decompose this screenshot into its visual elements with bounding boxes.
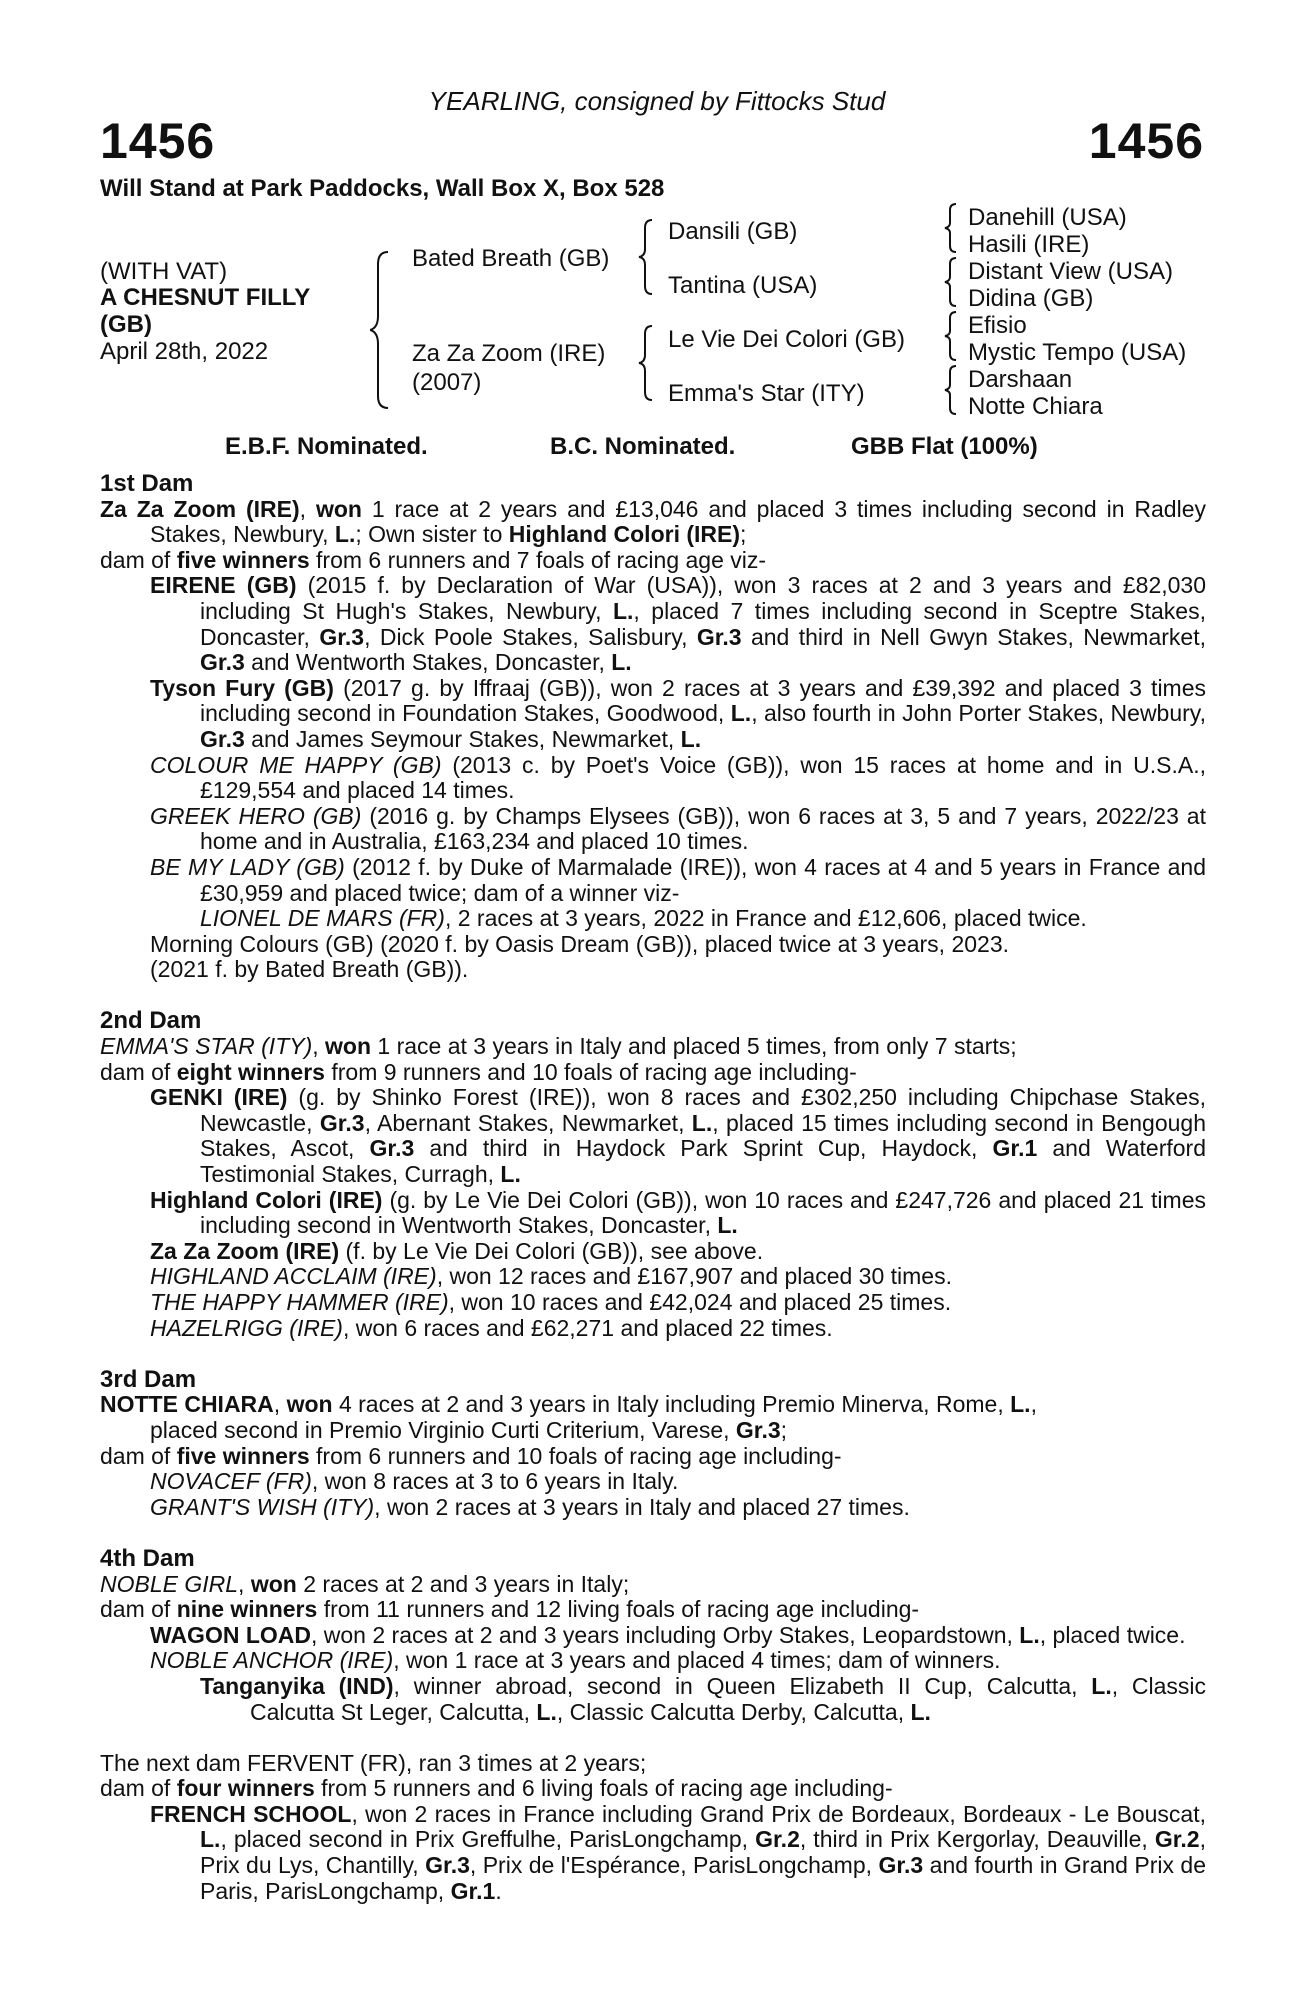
record-text: dam of: [100, 1058, 177, 1085]
produce-the-happy-hammer: [100, 1290, 1206, 1316]
produce-french-school: [100, 1802, 1206, 1904]
second-dam-record: EMMA'S STAR (ITY), won 1 race at 3 years in Italy and placed 5 times, from only 7 starts;: [100, 1033, 1017, 1060]
pedigree-brace-g34: [944, 256, 962, 308]
produce-novacef: [100, 1469, 1206, 1495]
grandproduce-lionel-de-mars: [100, 906, 1206, 932]
grade-label: Gr.3: [696, 623, 742, 650]
produce-hazelrigg: [100, 1316, 1206, 1342]
record-text: , won 10 races and £42,024 and placed 25 times.: [448, 1289, 952, 1315]
grade-label: L.: [1010, 1391, 1031, 1418]
first-dam-produce-summary: [100, 548, 1206, 574]
record-text: and third in Haydock Park Sprint Cup, Haydock,: [414, 1135, 993, 1162]
produce-wagon-load: [100, 1623, 1206, 1649]
record-text: 2 races at 2 and 3 years in Italy;: [296, 1570, 630, 1597]
grade-label: Gr.3: [425, 1852, 470, 1879]
record-text: (2015 f. by Declaration of War (USA)), won 3 races at 2 and 3 years and £82,030 including St Hugh's Stakes, Newbury,: [200, 572, 1206, 624]
grade-label: L.: [611, 649, 632, 676]
produce-grants-wish: [100, 1495, 1206, 1521]
second-dam-name: EMMA'S STAR (ITY): [100, 1033, 313, 1060]
produce-name: LIONEL DE MARS (FR): [200, 905, 445, 932]
record-text: ;: [740, 521, 747, 548]
record-text: , won 2 races at 2 and 3 years including Orby Stakes, Leopardstown,: [311, 1621, 1020, 1648]
winners-count: five winners: [176, 1442, 310, 1469]
record-text: and third in Nell Gwyn Stakes, Newmarket,: [741, 623, 1206, 650]
produce-name: Highland Colori (IRE): [150, 1186, 383, 1213]
produce-name: Za Za Zoom (IRE): [150, 1237, 340, 1264]
record-text: and James Seymour Stakes, Newmarket,: [244, 725, 681, 752]
stand-location: Will Stand at Park Paddocks, Wall Box X, Box 528: [100, 175, 665, 202]
record-text: dam of: [100, 1775, 177, 1802]
record-text: 1 race at 2 years and £13,046 and placed 3 times including second in Radley Stakes, Newbury,: [150, 495, 1206, 548]
record-text: , also fourth in John Porter Stakes, Newbury,: [751, 700, 1206, 727]
third-dam-record: NOTTE CHIARA, won 4 races at 2 and 3 years in Italy including Premio Minerva, Rome, L.,: [100, 1391, 1037, 1418]
record-text: , Dick Poole Stakes, Salisbury,: [364, 623, 697, 650]
record-text: from 11 runners and 12 living foals of racing age including-: [317, 1596, 920, 1623]
record-text: from 9 runners and 10 foals of racing age including-: [324, 1058, 857, 1085]
record-text: and Waterford Testimonial Stakes, Curragh,: [200, 1135, 1206, 1188]
second-dam-heading: 2nd Dam: [100, 1007, 202, 1035]
produce-highland-acclaim: [100, 1264, 1206, 1290]
grade-label: L.: [730, 700, 752, 727]
first-dam-record: Za Za Zoom (IRE), won 1 race at 2 years and £13,046 and placed 3 times including second in Radley Stakes, Newbury, L.; Own sister to Highland Colori (IRE);: [100, 495, 1206, 548]
record-text: dam of: [100, 546, 177, 573]
record-text: , winner abroad, second in Queen Elizabeth II Cup, Calcutta,: [393, 1672, 1092, 1699]
record-text: , placed second in Prix Greffulhe, ParisLongchamp,: [220, 1826, 756, 1853]
produce-za-za-zoom: [100, 1239, 1206, 1265]
grade-label: L.: [500, 1161, 521, 1188]
record-text: and fourth in Grand Prix de Paris, ParisLongchamp,: [200, 1852, 1206, 1904]
record-text: (2012 f. by Duke of Marmalade (IRE)), won 4 races at 4 and 5 years in France and £30,959 and placed twice; dam of a winner viz-: [200, 853, 1206, 906]
produce-name: HAZELRIGG (IRE): [150, 1314, 343, 1341]
record-text: from 6 runners and 7 foals of racing age viz-: [309, 546, 767, 573]
third-dam-heading: 3rd Dam: [100, 1365, 197, 1393]
produce-greek-hero: [100, 804, 1206, 855]
winners-count: four winners: [176, 1775, 315, 1802]
grade-label: L.: [200, 1826, 221, 1853]
pedigree-brace-g12: [944, 202, 962, 254]
record-text: , third in Prix Kergorlay, Deauville,: [799, 1826, 1155, 1853]
grade-label: L.: [536, 1698, 557, 1725]
record-text: , won 2 races in France including Grand Prix de Bordeaux, Bordeaux - Le Bouscat,: [351, 1800, 1206, 1827]
record-text: , won 1 race at 3 years and placed 4 times; dam of winners.: [393, 1647, 1001, 1674]
grandsire-5: Efisio: [968, 312, 1027, 339]
grade-label: L.: [910, 1698, 931, 1725]
grade-label: L.: [334, 521, 356, 548]
produce-morning-colours: Morning Colours (GB) (2020 f. by Oasis Dream (GB)), placed twice at 3 years, 2023.: [150, 930, 1009, 957]
produce-eirene: [100, 573, 1206, 675]
grade-label: Gr.2: [755, 1826, 800, 1853]
record-text: from 6 runners and 10 foals of racing age including-: [309, 1442, 842, 1469]
record-text: (f. by Le Vie Dei Colori (GB)), see above.: [339, 1237, 764, 1264]
record-text: and Wentworth Stakes, Doncaster,: [244, 649, 612, 676]
grade-label: Gr.3: [200, 649, 245, 676]
produce-name: FRENCH SCHOOL: [150, 1800, 352, 1827]
fourth-dam-record: NOBLE GIRL, won 2 races at 2 and 3 years in Italy;: [100, 1570, 630, 1597]
grade-label: Gr.3: [319, 623, 365, 650]
grade-label: L.: [1091, 1672, 1112, 1699]
won-label: won: [286, 1391, 333, 1418]
winners-count: nine winners: [176, 1596, 318, 1623]
fourth-dam-produce-summary: [100, 1597, 1206, 1623]
horse-title-line2: (GB): [100, 311, 152, 338]
grade-label: L.: [691, 1109, 713, 1136]
grandsire-7: Darshaan: [968, 366, 1073, 393]
record-text: , won 6 races and £62,271 and placed 22 times.: [342, 1314, 833, 1341]
record-text: from 5 runners and 6 living foals of racing age including-: [314, 1775, 893, 1802]
record-text: , placed 7 times including second in Sceptre Stakes, Doncaster,: [200, 597, 1206, 650]
grade-label: Gr.1: [992, 1135, 1038, 1162]
winners-count: eight winners: [176, 1058, 325, 1085]
next-dam-produce-summary: [100, 1776, 1206, 1802]
record-text: , placed twice.: [1039, 1621, 1186, 1648]
grade-label: Gr.3: [735, 1416, 781, 1443]
produce-name: NOBLE ANCHOR (IRE): [150, 1647, 394, 1674]
record-text: .: [495, 1877, 502, 1904]
pedigree-brace-sire: [638, 218, 658, 296]
vat-note: (WITH VAT): [100, 258, 228, 285]
grade-label: L.: [717, 1212, 738, 1239]
pedigree-brace-g78: [944, 364, 962, 416]
grade-label: Gr.3: [319, 1109, 365, 1136]
record-text: , won 12 races and £167,907 and placed 30 times.: [436, 1263, 952, 1290]
produce-name: GRANT'S WISH (ITY): [150, 1493, 375, 1520]
sire-dam-name: Tantina (USA): [668, 272, 818, 299]
produce-name: Tanganyika (IND): [200, 1672, 394, 1699]
record-text: (2017 g. by Iffraaj (GB)), won 2 races at 3 years and £39,392 and placed 3 times including second in Foundation Stakes, Goodwood,: [200, 674, 1207, 727]
third-dam-name: NOTTE CHIARA: [100, 1391, 274, 1418]
record-text: , Abernant Stakes, Newmarket,: [364, 1109, 692, 1136]
first-dam-name: Za Za Zoom (IRE): [100, 495, 300, 522]
produce-colour-me-happy: [100, 753, 1206, 804]
produce-noble-anchor: [100, 1648, 1206, 1674]
record-text: placed second in Premio Virginio Curti Criterium, Varese,: [150, 1416, 736, 1443]
third-dam-record-cont: [100, 1418, 1206, 1444]
grade-label: Gr.3: [200, 725, 245, 752]
bc-nomination: B.C. Nominated.: [550, 433, 736, 460]
grade-label: Gr.1: [450, 1877, 496, 1904]
record-text: , Prix de l'Espérance, ParisLongchamp,: [469, 1852, 879, 1879]
record-text: dam of: [100, 1596, 177, 1623]
pedigree-brace-g56: [944, 310, 962, 362]
dam-name: Za Za Zoom (IRE): [412, 340, 606, 367]
record-text: (2016 g. by Champs Elysees (GB)), won 6 races at 3, 5 and 7 years, 2022/23 at home and in Australia, £163,234 and placed 10 times.: [200, 802, 1206, 855]
next-dam-record: The next dam FERVENT (FR), ran 3 times at 2 years;: [100, 1749, 647, 1776]
grandproduce-tanganyika: [100, 1674, 1206, 1725]
record-text: , placed 15 times including second in Bengough Stakes, Ascot,: [200, 1109, 1207, 1162]
grade-label: L.: [612, 597, 634, 624]
produce-name: BE MY LADY (GB): [150, 853, 345, 880]
produce-name: WAGON LOAD: [150, 1621, 311, 1648]
granddam-2: Hasili (IRE): [968, 231, 1090, 258]
fourth-dam-heading: 4th Dam: [100, 1544, 195, 1572]
grade-label: L.: [680, 725, 702, 752]
produce-record: [100, 471, 1206, 1904]
produce-name: NOVACEF (FR): [150, 1468, 312, 1495]
lot-number-left: 1456: [100, 113, 216, 169]
produce-2021-filly: (2021 f. by Bated Breath (GB)).: [150, 956, 469, 983]
sire-name: Bated Breath (GB): [412, 245, 610, 272]
produce-be-my-lady: [100, 855, 1206, 906]
pedigree-brace-dam: [638, 324, 658, 402]
first-dam-heading: 1st Dam: [100, 470, 194, 497]
produce-highland-colori: [100, 1188, 1206, 1239]
won-label: won: [325, 1033, 372, 1060]
produce-name: GENKI (IRE): [150, 1084, 288, 1111]
dam-sire-name: Le Vie Dei Colori (GB): [668, 326, 905, 353]
record-text: (2013 c. by Poet's Voice (GB)), won 15 races at home and in U.S.A., £129,554 and placed 14 times.: [200, 751, 1206, 804]
gbb-nomination: GBB Flat (100%): [851, 433, 1038, 460]
grade-label: Gr.3: [878, 1852, 924, 1879]
second-dam-produce-summary: [100, 1060, 1206, 1086]
winners-count: five winners: [176, 546, 310, 573]
fourth-dam-name: NOBLE GIRL: [100, 1570, 239, 1597]
ebf-nomination: E.B.F. Nominated.: [225, 433, 428, 460]
record-text: dam of: [100, 1442, 177, 1469]
grade-label: L.: [1019, 1621, 1040, 1648]
record-text: 4 races at 2 and 3 years in Italy including Premio Minerva, Rome,: [332, 1391, 1011, 1418]
record-text: , won 8 races at 3 to 6 years in Italy.: [311, 1468, 679, 1495]
grandsire-1: Danehill (USA): [968, 204, 1127, 231]
dam-year: (2007): [412, 369, 482, 396]
consignment-line: YEARLING, consigned by Fittocks Stud: [428, 86, 886, 116]
third-dam-produce-summary: [100, 1444, 1206, 1470]
produce-name: COLOUR ME HAPPY (GB): [150, 751, 442, 778]
record-text: ;: [780, 1416, 788, 1443]
record-text: , Classic Calcutta St Leger, Calcutta,: [250, 1672, 1207, 1725]
won-label: won: [315, 495, 362, 522]
sister-name: Highland Colori (IRE): [508, 521, 741, 548]
produce-name: GREEK HERO (GB): [150, 802, 362, 829]
produce-name: HIGHLAND ACCLAIM (IRE): [150, 1263, 437, 1290]
record-text: ; Own sister to: [355, 521, 509, 548]
granddam-6: Mystic Tempo (USA): [968, 339, 1187, 366]
produce-name: EIRENE (GB): [150, 572, 297, 599]
granddam-4: Didina (GB): [968, 285, 1094, 312]
produce-tyson-fury: [100, 676, 1206, 753]
record-text: ,: [1030, 1391, 1037, 1418]
lot-number-right: 1456: [1088, 113, 1204, 169]
record-text: 1 race at 3 years in Italy and placed 5 times, from only 7 starts;: [371, 1033, 1017, 1060]
record-text: (g. by Shinko Forest (IRE)), won 8 races and £302,250 including Chipchase Stakes, Newcastle,: [200, 1084, 1207, 1136]
produce-genki: [100, 1085, 1206, 1187]
sire-sire-name: Dansili (GB): [668, 218, 798, 245]
pedigree-brace-main: [370, 250, 400, 410]
date-of-birth: April 28th, 2022: [100, 338, 269, 365]
record-text: (g. by Le Vie Dei Colori (GB)), won 10 races and £247,726 and placed 21 times including second in Wentworth Stakes, Doncaster,: [200, 1186, 1206, 1239]
grandsire-3: Distant View (USA): [968, 258, 1173, 285]
won-label: won: [250, 1570, 297, 1597]
record-text: , 2 races at 3 years, 2022 in France and £12,606, placed twice.: [444, 905, 1087, 932]
grade-label: Gr.2: [1154, 1826, 1200, 1853]
horse-title-line1: A CHESNUT FILLY: [100, 284, 311, 311]
produce-name: THE HAPPY HAMMER (IRE): [150, 1289, 449, 1315]
dam-dam-name: Emma's Star (ITY): [668, 380, 865, 407]
record-text: , won 2 races at 3 years in Italy and placed 27 times.: [374, 1493, 910, 1520]
grade-label: Gr.3: [369, 1135, 415, 1162]
record-text: , Prix du Lys, Chantilly,: [200, 1826, 1206, 1879]
granddam-8: Notte Chiara: [968, 393, 1103, 420]
produce-name: Tyson Fury (GB): [150, 674, 334, 701]
record-text: , Classic Calcutta Derby, Calcutta,: [556, 1698, 911, 1725]
